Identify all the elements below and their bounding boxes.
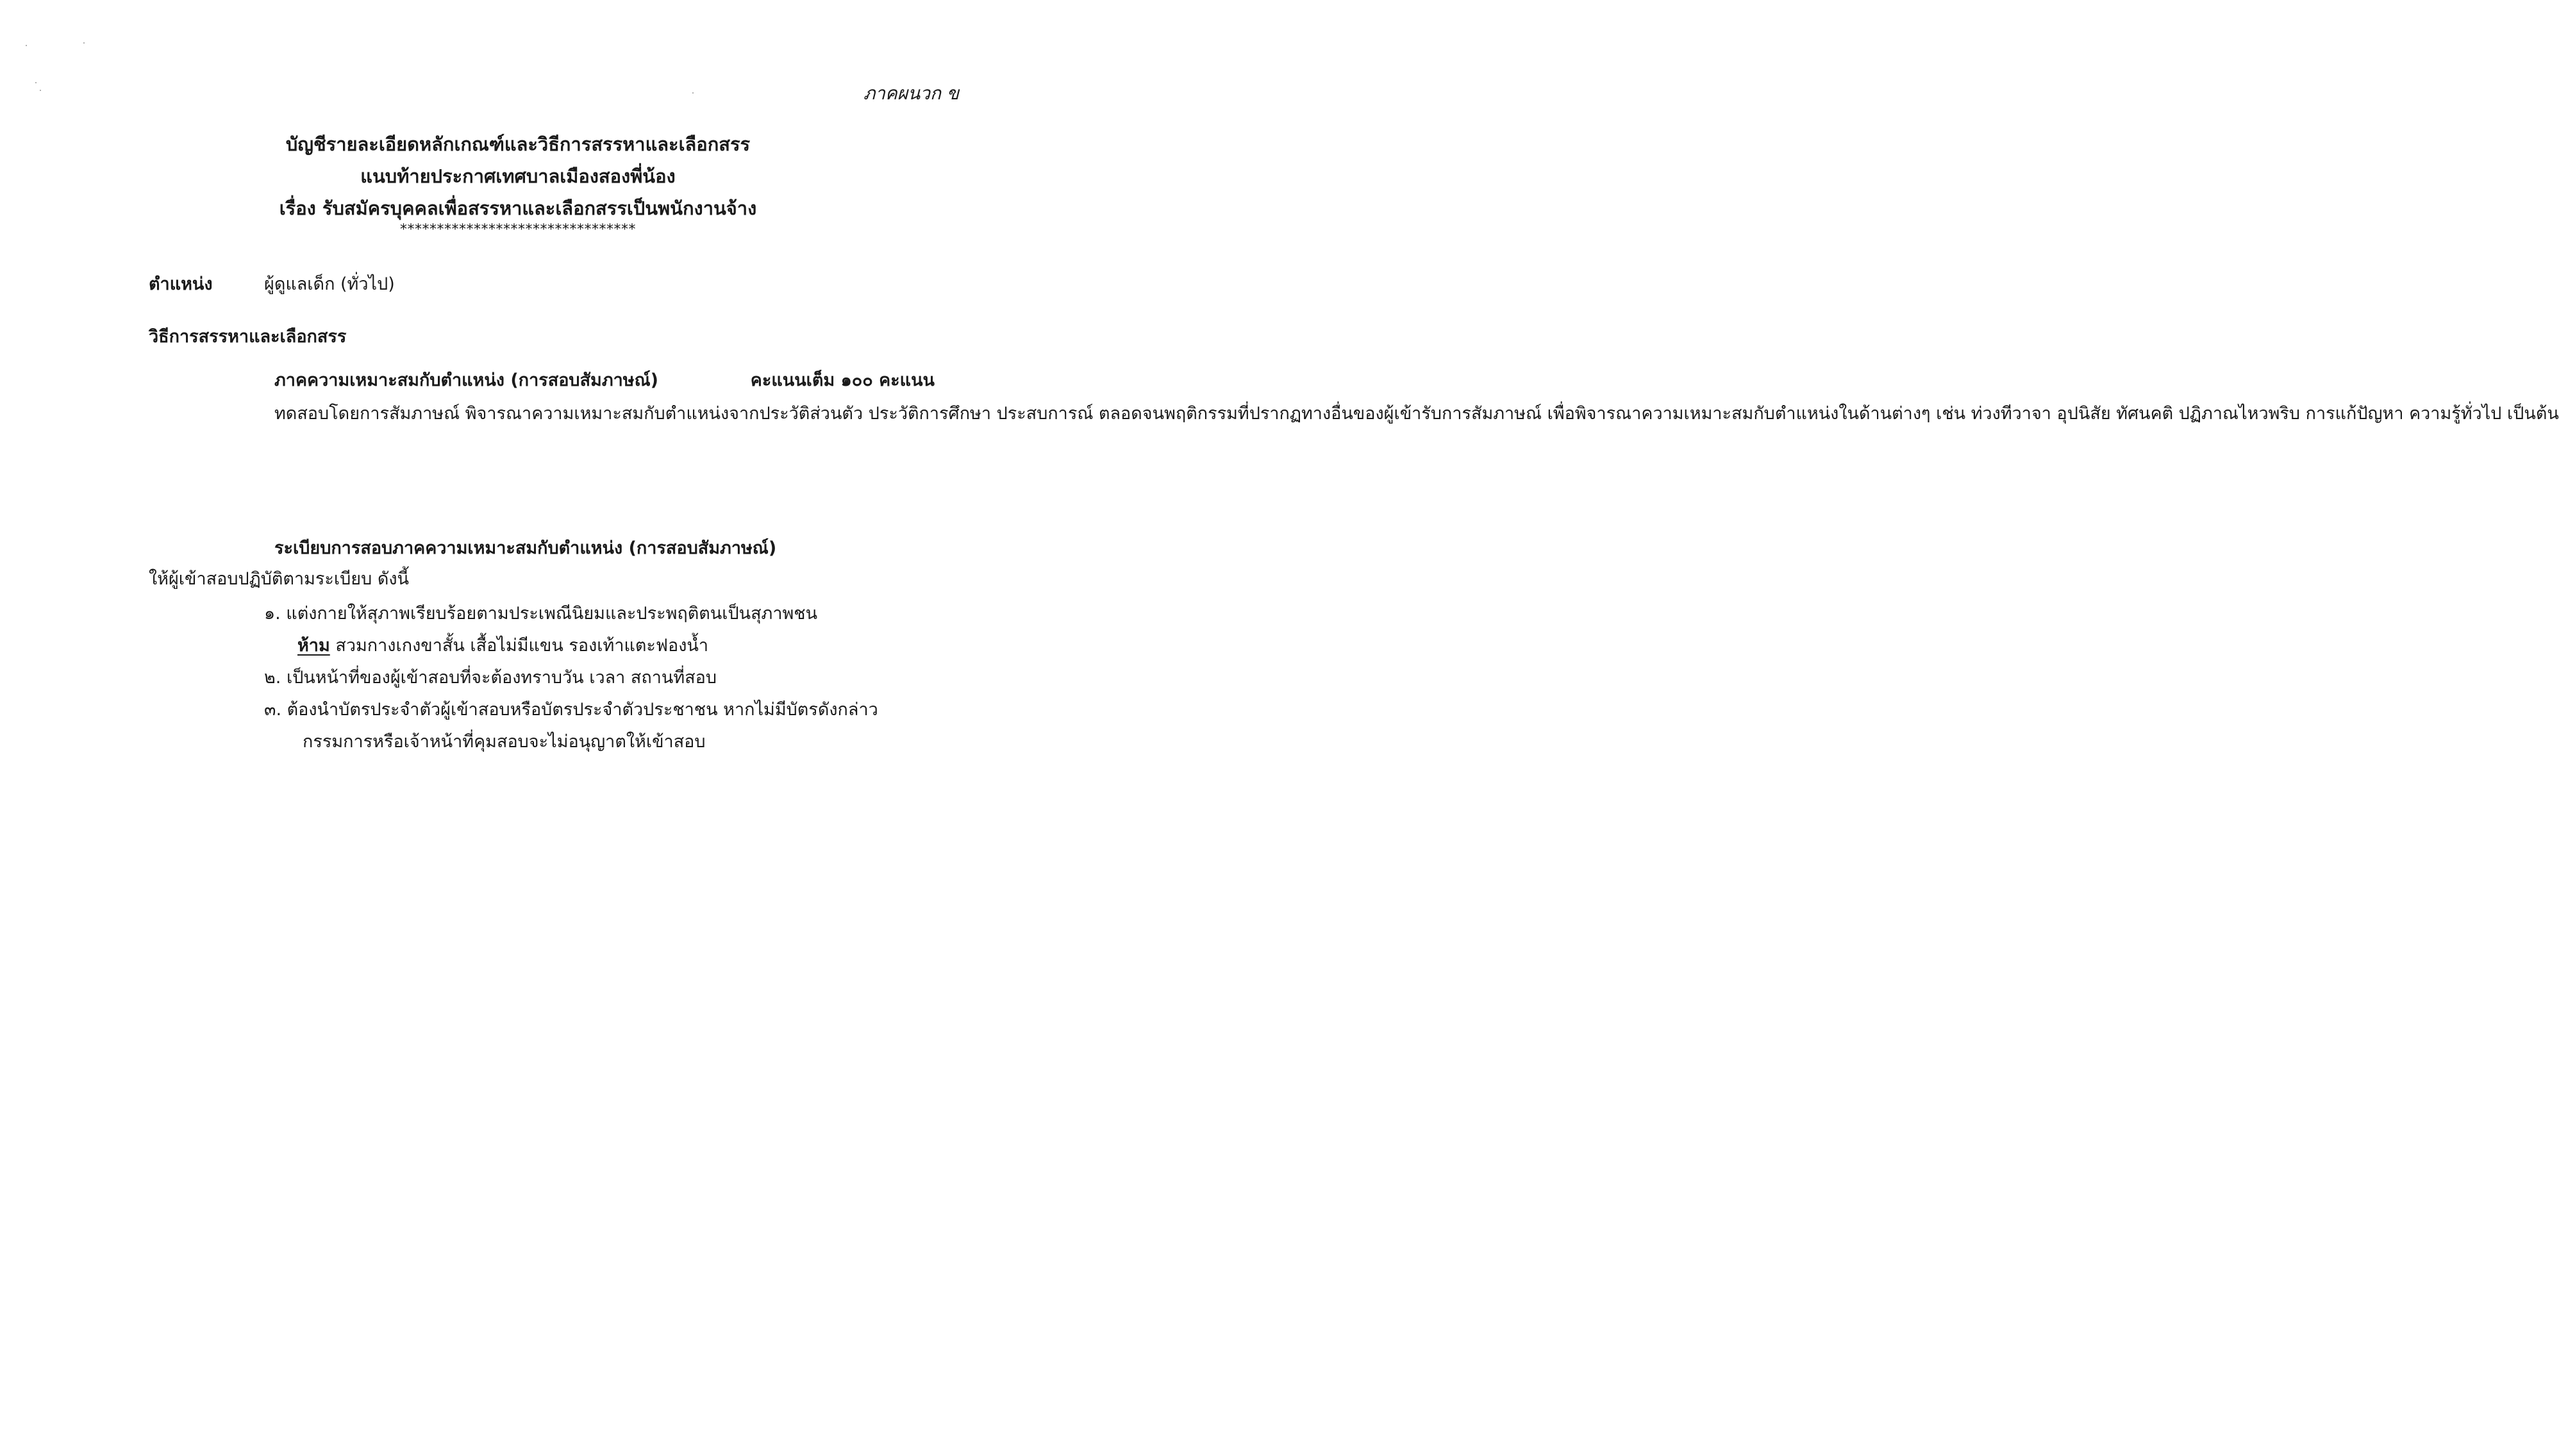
prohibit-text: สวมกางเกงขาสั้น เสื้อไม่มีแขน รองเท้าแตะฟองน้ำ xyxy=(335,636,709,656)
rule-item-2: ๒. เป็นหน้าที่ของผู้เข้าสอบที่จะต้องทราบวัน เวลา สถานที่สอบ xyxy=(264,668,717,688)
method-heading: วิธีการสรรหาและเลือกสรร xyxy=(149,327,347,347)
suitability-score: คะแนนเต็ม ๑๐๐ คะแนน xyxy=(750,370,935,390)
prohibit-label: ห้าม xyxy=(297,636,330,656)
position-value: ผู้ดูแลเด็ก (ทั่วไป) xyxy=(264,274,395,294)
rule-item-3-continued: กรรมการหรือเจ้าหน้าที่คุมสอบจะไม่อนุญาตให้เข้าสอบ xyxy=(303,732,706,752)
title-line-1: บัญชีรายละเอียดหลักเกณฑ์และวิธีการสรรหาและเลือกสรร xyxy=(285,133,751,155)
rule-item-1: ๑. แต่งกายให้สุภาพเรียบร้อยตามประเพณีนิยมและประพฤติตนเป็นสุภาพชน xyxy=(264,604,818,624)
rule-item-3: ๓. ต้องนำบัตรประจำตัวผู้เข้าสอบหรือบัตรประจำตัวประชาชน หากไม่มีบัตรดังกล่าว xyxy=(264,700,878,720)
scan-speck xyxy=(26,45,27,46)
title-line-3: เรื่อง รับสมัครบุคคลเพื่อสรรหาและเลือกสรรเป็นพนักงานจ้าง xyxy=(279,197,757,219)
title-line-2: แนบท้ายประกาศเทศบาลเมืองสองพี่น้อง xyxy=(360,165,676,187)
scan-speck xyxy=(40,90,41,91)
suitability-body-text: ทดสอบโดยการสัมภาษณ์ พิจารณาความเหมาะสมกับตำแหน่งจากประวัติส่วนตัว ประวัติการศึกษา ประสบการณ์ ตลอดจนพฤติกรรมที่ปรากฏทางอื่นของผู้เข้ารับการสัมภาษณ์ เพื่อพิจารณาความเหมาะสมกับตำแหน่งในด้านต่างๆ เช่น ท่วงทีวาจา อุปนิสัย ทัศนคติ ปฏิภาณไหวพริบ การแก้ปัญหา ความรู้ทั่วไป เป็นต้น xyxy=(274,404,2559,424)
rule-item-1-prohibit xyxy=(297,637,708,654)
scan-speck xyxy=(692,92,694,94)
suitability-body xyxy=(149,397,2559,430)
scan-speck xyxy=(35,82,37,83)
position-label: ตำแหน่ง xyxy=(149,274,213,294)
rules-heading: ระเบียบการสอบภาคความเหมาะสมกับตำแหน่ง (การสอบสัมภาษณ์) xyxy=(274,538,777,558)
suitability-heading: ภาคความเหมาะสมกับตำแหน่ง (การสอบสัมภาษณ์) xyxy=(274,370,658,390)
appendix-label: ภาคผนวก ข xyxy=(863,83,959,104)
rules-intro: ให้ผู้เข้าสอบปฏิบัติตามระเบียบ ดังนี้ xyxy=(149,569,410,589)
scan-speck xyxy=(83,42,85,44)
title-separator: ******************************** xyxy=(400,222,636,238)
